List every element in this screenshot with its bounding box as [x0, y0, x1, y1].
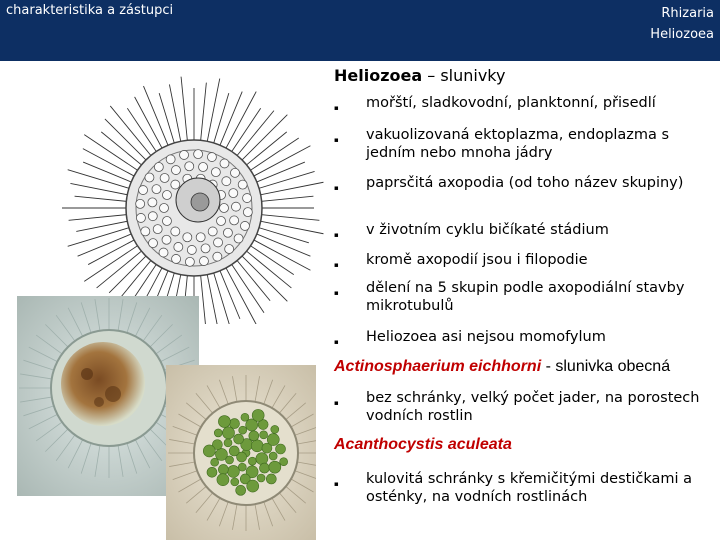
list-item-text: paprsčitá axopodia (od toho název skupiny) — [366, 175, 684, 191]
header-topic: charakteristika a zástupci — [6, 3, 174, 18]
bullet-icon: ▪ — [334, 104, 339, 112]
list-item-text: vakuolizovaná ektoplazma, endoplazma s jedním nebo mnoha jádry — [366, 127, 670, 161]
species-common-name: - slunivka obecná — [541, 358, 671, 375]
acanthocystis-photo — [166, 365, 316, 540]
heliozoan-drawing — [60, 62, 330, 324]
species-name: Acanthocystis aculeata — [334, 436, 512, 453]
header-bar — [0, 0, 720, 61]
list-item-text: v životním cyklu bičíkaté stádium — [366, 222, 609, 238]
species-heading-actinosphaerium — [334, 358, 670, 376]
list-item-text: Heliozoea asi nejsou momofylum — [366, 329, 606, 345]
list-item-text: mořští, sladkovodní, planktonní, přisedlí — [366, 95, 656, 111]
list-item-text: dělení na 5 skupin podle axopodiální stavby mikrotubulů — [366, 280, 685, 314]
list-item-text: kromě axopodií jsou i filopodie — [366, 252, 588, 268]
header-taxon — [650, 3, 714, 45]
bullet-icon: ▪ — [334, 184, 339, 192]
bullet-icon: ▪ — [334, 231, 339, 239]
species-name: Actinosphaerium eichhorni — [334, 358, 542, 375]
bullet-icon: ▪ — [334, 399, 339, 407]
header-taxon-line2: Heliozoea — [650, 27, 714, 42]
page-title — [334, 66, 505, 85]
species-heading-acanthocystis — [334, 436, 512, 454]
title-common-name: – slunivky — [422, 66, 506, 85]
bullet-icon: ▪ — [334, 136, 339, 144]
bullet-icon: ▪ — [334, 261, 339, 269]
title-taxon: Heliozoea — [334, 66, 423, 85]
header-taxon-line1: Rhizaria — [661, 6, 714, 21]
bullet-icon: ▪ — [334, 480, 339, 488]
bullet-icon: ▪ — [334, 338, 339, 346]
list-item-text: bez schránky, velký počet jader, na porostech vodních rostlin — [366, 390, 700, 424]
list-item-text: kulovitá schránky s křemičitými destičkami a osténky, na vodních rostlinách — [366, 471, 693, 505]
bullet-icon: ▪ — [334, 289, 339, 297]
